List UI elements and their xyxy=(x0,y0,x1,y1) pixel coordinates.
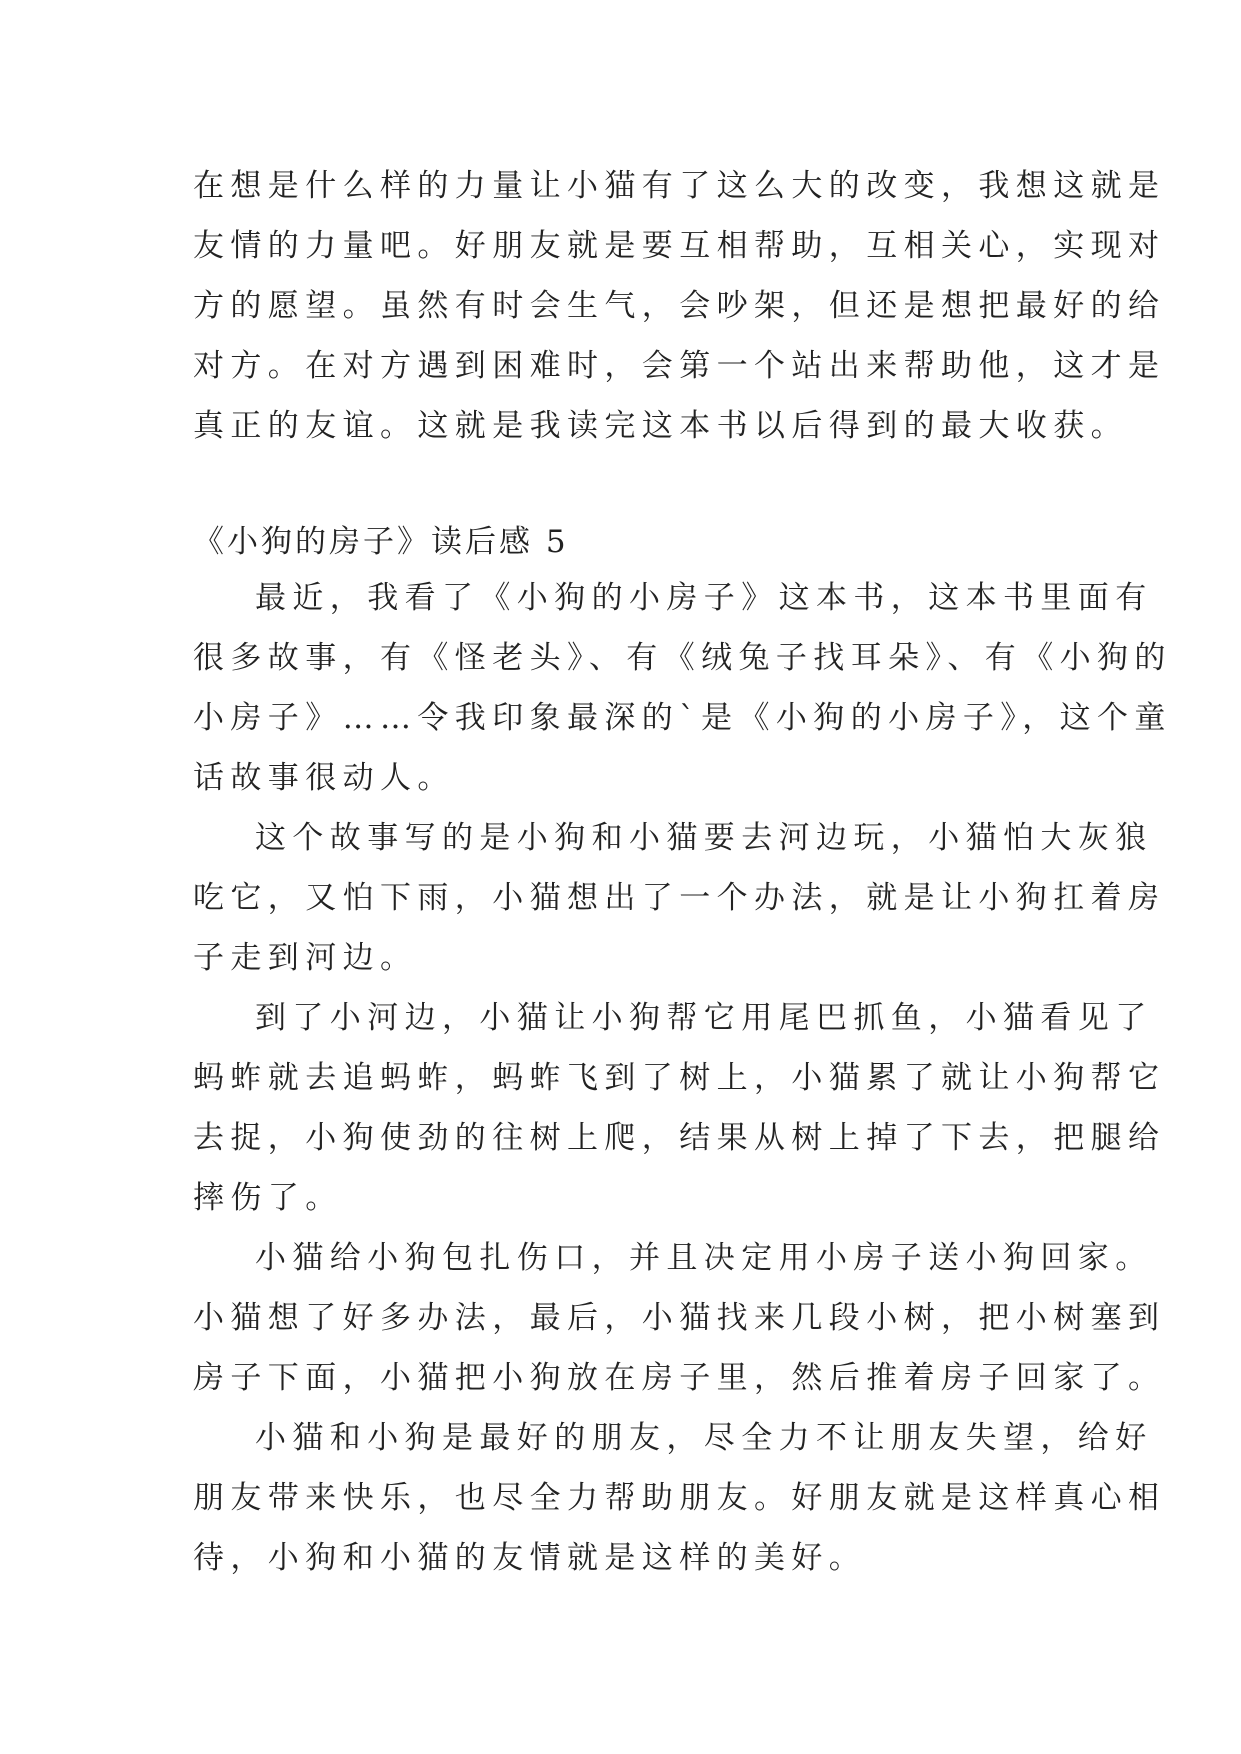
paragraph-line: 小房子》……令我印象最深的`是《小狗的小房子》，这个童 xyxy=(193,700,1172,736)
paragraph-line: 小猫给小狗包扎伤口，并且决定用小房子送小狗回家。 xyxy=(255,1240,1153,1276)
intro-line: 真正的友谊。这就是我读完这本书以后得到的最大收获。 xyxy=(193,408,1128,444)
intro-line: 友情的力量吧。好朋友就是要互相帮助，互相关心，实现对 xyxy=(193,228,1166,264)
paragraph-line: 吃它，又怕下雨，小猫想出了一个办法，就是让小狗扛着房 xyxy=(193,880,1166,916)
paragraph-line: 去捉，小狗使劲的往树上爬，结果从树上掉了下去，把腿给 xyxy=(193,1120,1166,1156)
paragraph-line: 很多故事，有《怪老头》、有《绒兔子找耳朵》、有《小狗的 xyxy=(193,640,1172,676)
paragraph-line: 摔伤了。 xyxy=(193,1180,343,1216)
paragraph-line: 小猫想了好多办法，最后，小猫找来几段小树，把小树塞到 xyxy=(193,1300,1166,1336)
paragraph-line: 待，小狗和小猫的友情就是这样的美好。 xyxy=(193,1540,867,1576)
section-title: 《小狗的房子》读后感 5 xyxy=(193,524,569,560)
paragraph-line: 最近，我看了《小狗的小房子》这本书，这本书里面有 xyxy=(255,580,1153,616)
paragraph-line: 蚂蚱就去追蚂蚱，蚂蚱飞到了树上，小猫累了就让小狗帮它 xyxy=(193,1060,1166,1096)
paragraph-line: 朋友带来快乐，也尽全力帮助朋友。好朋友就是这样真心相 xyxy=(193,1480,1166,1516)
paragraph-line: 话故事很动人。 xyxy=(193,760,455,796)
paragraph-line: 这个故事写的是小狗和小猫要去河边玩，小猫怕大灰狼 xyxy=(255,820,1153,856)
intro-line: 对方。在对方遇到困难时，会第一个站出来帮助他，这才是 xyxy=(193,348,1166,384)
paragraph-line: 到了小河边，小猫让小狗帮它用尾巴抓鱼，小猫看见了 xyxy=(255,1000,1153,1036)
paragraph-line: 小猫和小狗是最好的朋友，尽全力不让朋友失望，给好 xyxy=(255,1420,1153,1456)
intro-line: 方的愿望。虽然有时会生气，会吵架，但还是想把最好的给 xyxy=(193,288,1166,324)
intro-line: 在想是什么样的力量让小猫有了这么大的改变，我想这就是 xyxy=(193,168,1166,204)
paragraph-line: 子走到河边。 xyxy=(193,940,418,976)
paragraph-line: 房子下面，小猫把小狗放在房子里，然后推着房子回家了。 xyxy=(193,1360,1166,1396)
